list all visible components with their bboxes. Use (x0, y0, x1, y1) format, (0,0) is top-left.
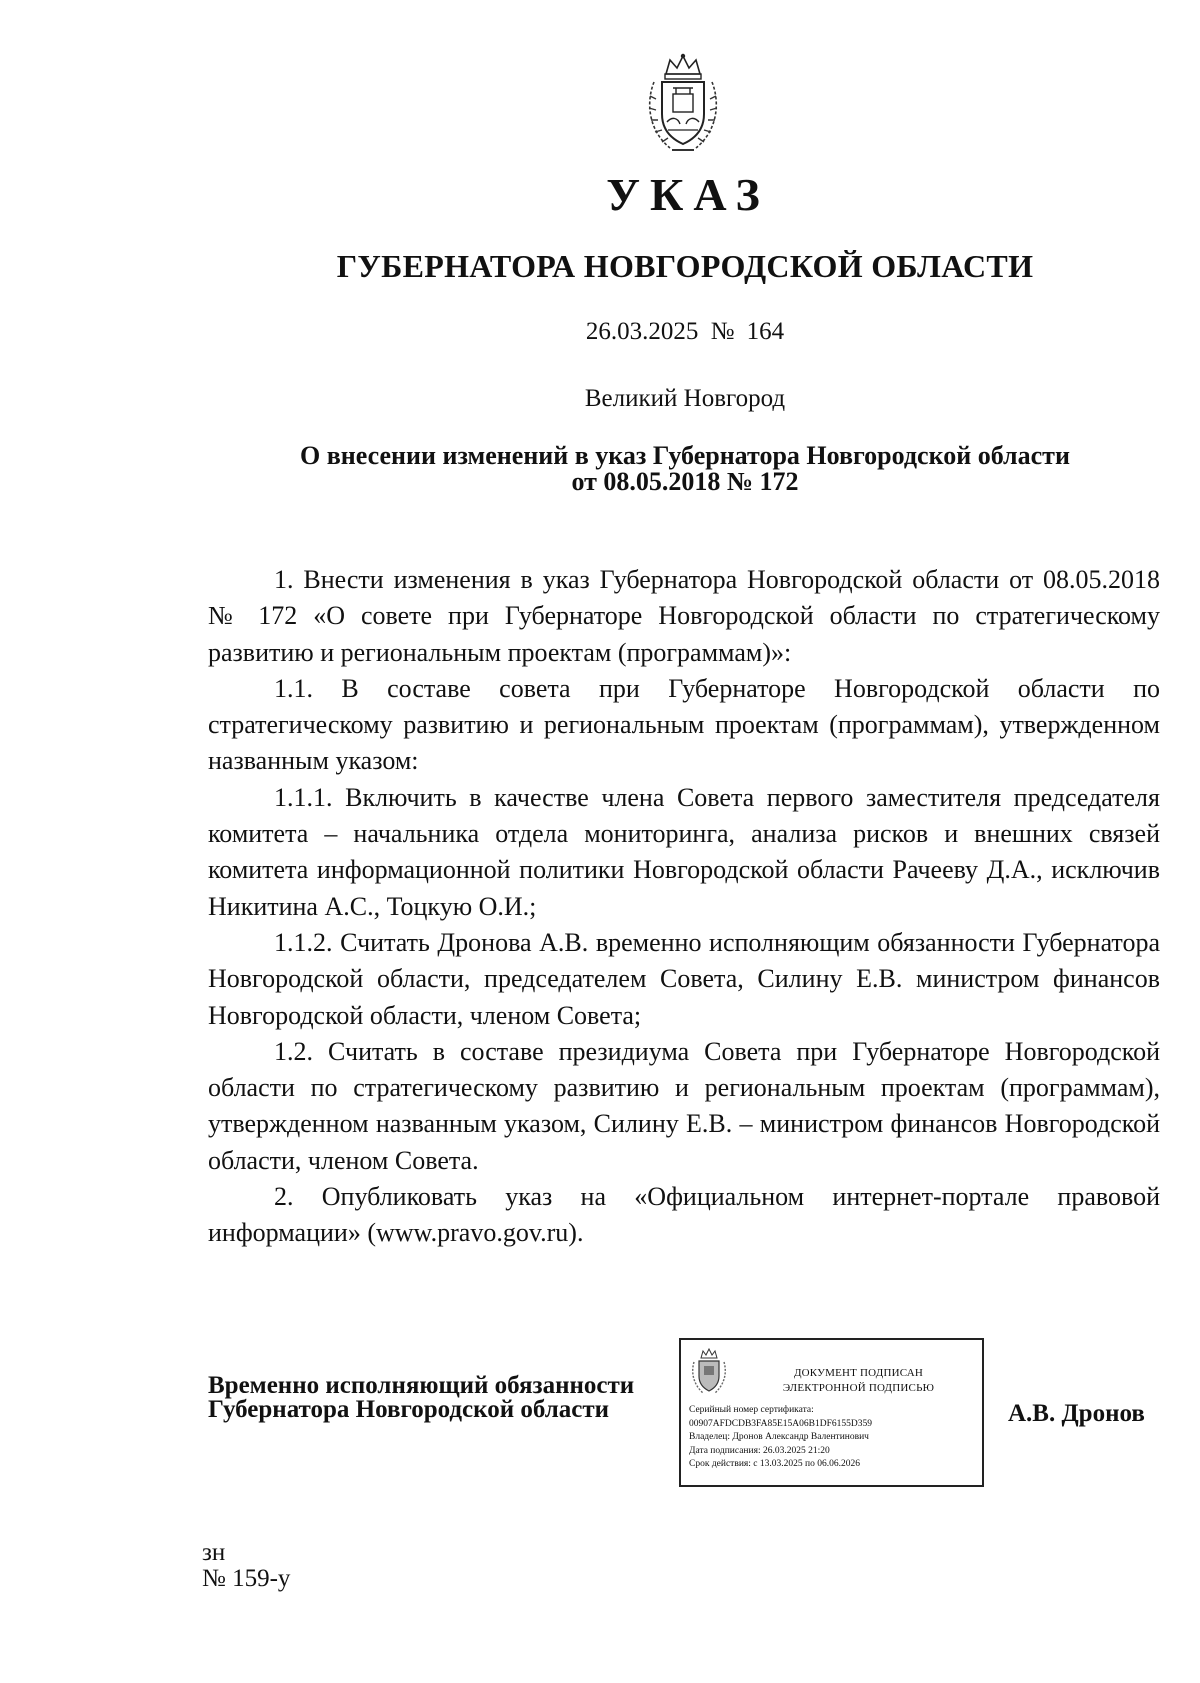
signer-name: А.В. Дронов (1008, 1400, 1145, 1427)
signatory-title (208, 1374, 634, 1422)
footer-registration (202, 1540, 290, 1592)
stamp-validity: Срок действия: с 13.03.2025 по 06.06.2026 (689, 1459, 860, 1469)
city: Великий Новгород (584, 385, 786, 412)
stamp-signed-date: Дата подписания: 26.03.2025 21:20 (689, 1445, 830, 1456)
stamp-owner: Владелец: Дронов Александр Валентинович (689, 1432, 869, 1442)
stamp-heading-line-2: ЭЛЕКТРОННОЙ ПОДПИСЬЮ (782, 1382, 935, 1394)
stamp-coat-of-arms-icon (689, 1348, 729, 1396)
stamp-heading-line-1: ДОКУМЕНТ ПОДПИСАН (793, 1367, 924, 1379)
registration-number: № 159-у (202, 1565, 291, 1592)
paragraph-1-1: 1.1. В составе совета при Губернаторе Новгородской области по стратегическому развитию и региональным проектам (программам), утвержденном названным указом: (208, 673, 1160, 776)
document-subject (210, 443, 1160, 495)
stamp-details (689, 1404, 872, 1472)
subject-line-1: О внесении изменений в указ Губернатора Новгородской области (300, 441, 1070, 470)
paragraph-1-1-2: 1.1.2. Считать Дронова А.В. временно исполняющим обязанности Губернатора Новгородской области, председателем Совета, Силину Е.В. министром финансов Новгородской области, членом Совета; (208, 927, 1160, 1030)
issuer-title: ГУБЕРНАТОРА НОВГОРОДСКОЙ ОБЛАСТИ (336, 248, 1034, 284)
date-number-line (0, 318, 1200, 346)
preparer-initials: зн (202, 1539, 226, 1566)
coat-of-arms-icon (640, 52, 726, 156)
signatory-title-line-1: Временно исполняющий обязанности (208, 1372, 635, 1399)
document-date: 26.03.2025 (585, 318, 699, 345)
stamp-heading (743, 1366, 974, 1396)
document-type: УКАЗ (606, 169, 770, 220)
paragraph-1-2: 1.2. Считать в составе президиума Совета при Губернаторе Новгородской области по стратегическому развитию и региональным проектам (программам), утвержденном названным указом, Силину Е.В. – министром финансов Новгородской области, членом Совета. (208, 1036, 1160, 1175)
subject-line-2: от 08.05.2018 № 172 (571, 467, 799, 496)
document-body (208, 562, 1160, 1252)
paragraph-1: 1. Внести изменения в указ Губернатора Новгородской области от 08.05.2018 № 172 «О совете при Губернаторе Новгородской области по стратегическому развитию и региональным проектам (программам)»: (208, 565, 1160, 667)
document-number: 164 (746, 318, 785, 345)
electronic-signature-stamp (679, 1338, 984, 1487)
stamp-serial-label: Серийный номер сертификата: (689, 1405, 814, 1415)
signatory-title-line-2: Губернатора Новгородской области (208, 1396, 610, 1423)
paragraph-2: 2. Опубликовать указ на «Официальном интернет-портале правовой информации» (www.pravo.gov.ru). (208, 1182, 1160, 1248)
stamp-serial-number: 00907AFDCDB3FA85E15A06B1DF6155D359 (689, 1418, 872, 1429)
paragraph-1-1-1: 1.1.1. Включить в качестве члена Совета первого заместителя председателя комитета – начальника отдела мониторинга, анализа рисков и внешних связей комитета информационной политики Новгородской области Рачееву Д.А., исключив Никитина А.С., Тоцкую О.И.; (208, 782, 1160, 921)
number-sign: № (710, 318, 735, 345)
